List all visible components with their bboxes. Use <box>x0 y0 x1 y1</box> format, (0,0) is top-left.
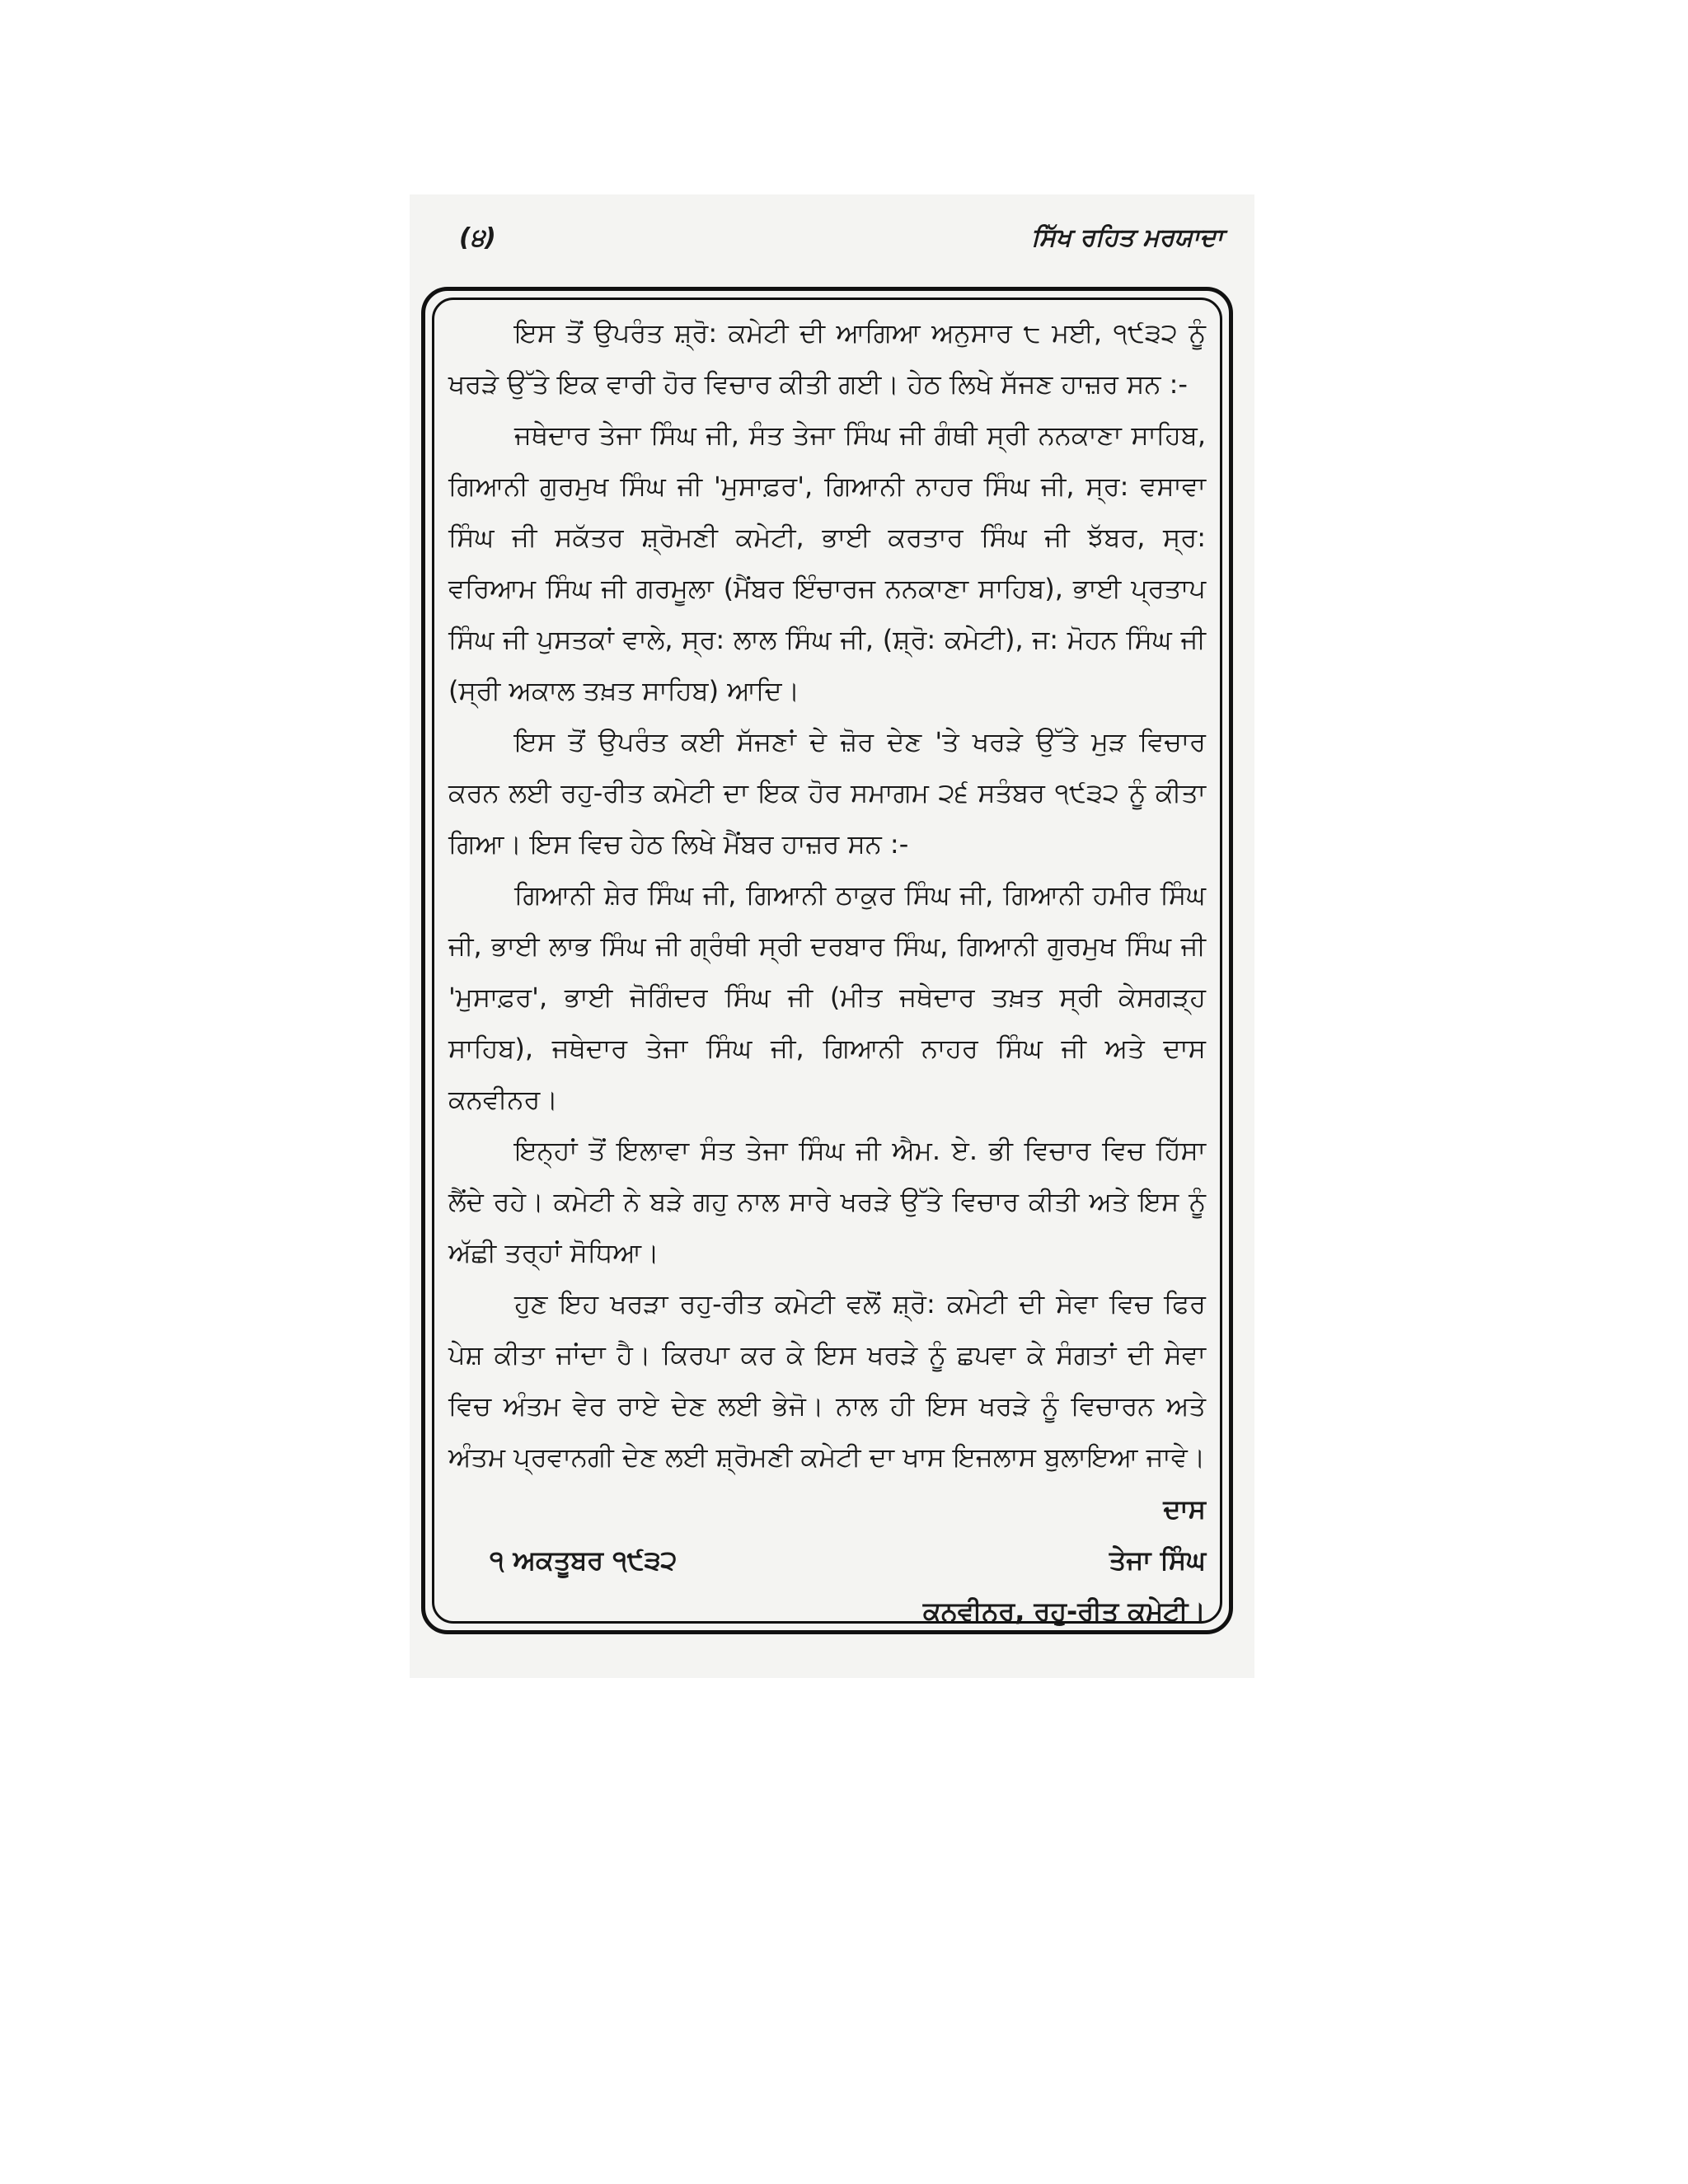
paragraph-meeting-september: ਇਸ ਤੋਂ ਉਪਰੰਤ ਕਈ ਸੱਜਣਾਂ ਦੇ ਜ਼ੋਰ ਦੇਣ 'ਤੇ ਖਰੜੇ ਉੱਤੇ ਮੁੜ ਵਿਚਾਰ ਕਰਨ ਲਈ ਰਹੁ-ਰੀਤ ਕਮੇਟੀ ਦਾ ਇਕ ਹੋਰ ਸਮਾਗਮ ੨੬ ਸਤੰਬਰ ੧੯੩੨ ਨੂੰ ਕੀਤਾ ਗਿਆ। ਇਸ ਵਿਚ ਹੇਠ ਲਿਖੇ ਮੈਂਬਰ ਹਾਜ਼ਰ ਸਨ :- <box>448 726 1206 860</box>
scanned-page <box>410 194 1254 1678</box>
salutation: ਦਾਸ <box>1163 1493 1206 1525</box>
page-number: (੪) <box>459 223 496 252</box>
signatory-designation: ਕਨਵੀਨਰ, ਰਹੁ-ਰੀਤ ਕਮੇਟੀ। <box>922 1596 1206 1627</box>
bordered-text-frame <box>421 287 1233 1634</box>
letter-date: ੧ ਅਕਤੂਬਰ ੧੯੩੨ <box>490 1544 678 1576</box>
paragraph-additional-participants: ਇਨ੍ਹਾਂ ਤੋਂ ਇਲਾਵਾ ਸੰਤ ਤੇਜਾ ਸਿੰਘ ਜੀ ਐਮ. ਏ. ਭੀ ਵਿਚਾਰ ਵਿਚ ਹਿੱਸਾ ਲੈਂਦੇ ਰਹੇ। ਕਮੇਟੀ ਨੇ ਬੜੇ ਗਹੁ ਨਾਲ ਸਾਰੇ ਖਰੜੇ ਉੱਤੇ ਵਿਚਾਰ ਕੀਤੀ ਅਤੇ ਇਸ ਨੂੰ ਅੱਛੀ ਤਰ੍ਹਾਂ ਸੋਧਿਆ। <box>448 1135 1206 1268</box>
signoff-block <box>448 1483 1206 1637</box>
body-text <box>448 307 1206 1483</box>
paragraph-attendees-may: ਜਥੇਦਾਰ ਤੇਜਾ ਸਿੰਘ ਜੀ, ਸੰਤ ਤੇਜਾ ਸਿੰਘ ਜੀ ਗੰਥੀ ਸ੍ਰੀ ਨਨਕਾਣਾ ਸਾਹਿਬ, ਗਿਆਨੀ ਗੁਰਮੁਖ ਸਿੰਘ ਜੀ 'ਮੁਸਾਫ਼ਰ', ਗਿਆਨੀ ਨਾਹਰ ਸਿੰਘ ਜੀ, ਸ੍ਰ: ਵਸਾਵਾ ਸਿੰਘ ਜੀ ਸਕੱਤਰ ਸ਼੍ਰੋਮਣੀ ਕਮੇਟੀ, ਭਾਈ ਕਰਤਾਰ ਸਿੰਘ ਜੀ ਝੱਬਰ, ਸ੍ਰ: ਵਰਿਆਮ ਸਿੰਘ ਜੀ ਗਰਮੂਲਾ (ਮੈਂਬਰ ਇੰਚਾਰਜ ਨਨਕਾਣਾ ਸਾਹਿਬ), ਭਾਈ ਪ੍ਰਤਾਪ ਸਿੰਘ ਜੀ ਪੁਸਤਕਾਂ ਵਾਲੇ, ਸ੍ਰ: ਲਾਲ ਸਿੰਘ ਜੀ, (ਸ਼੍ਰੋ: ਕਮੇਟੀ), ਜ: ਮੋਹਨ ਸਿੰਘ ਜੀ (ਸ੍ਰੀ ਅਕਾਲ ਤਖ਼ਤ ਸਾਹਿਬ) ਆਦਿ। <box>448 419 1206 706</box>
running-title: ਸਿੱਖ ਰਹਿਤ ਮਰਯਾਦਾ <box>1031 223 1223 252</box>
paragraph-submission: ਹੁਣ ਇਹ ਖਰੜਾ ਰਹੁ-ਰੀਤ ਕਮੇਟੀ ਵਲੋਂ ਸ਼੍ਰੋ: ਕਮੇਟੀ ਦੀ ਸੇਵਾ ਵਿਚ ਫਿਰ ਪੇਸ਼ ਕੀਤਾ ਜਾਂਦਾ ਹੈ। ਕਿਰਪਾ ਕਰ ਕੇ ਇਸ ਖਰੜੇ ਨੂੰ ਛਪਵਾ ਕੇ ਸੰਗਤਾਂ ਦੀ ਸੇਵਾ ਵਿਚ ਅੰਤਮ ਵੇਰ ਰਾਏ ਦੇਣ ਲਈ ਭੇਜੋ। ਨਾਲ ਹੀ ਇਸ ਖਰੜੇ ਨੂੰ ਵਿਚਾਰਨ ਅਤੇ ਅੰਤਮ ਪ੍ਰਵਾਨਗੀ ਦੇਣ ਲਈ ਸ਼੍ਰੋਮਣੀ ਕਮੇਟੀ ਦਾ ਖਾਸ ਇਜਲਾਸ ਬੁਲਾਇਆ ਜਾਵੇ। <box>448 1288 1206 1473</box>
paragraph-meeting-may: ਇਸ ਤੋਂ ਉਪਰੰਤ ਸ਼੍ਰੋ: ਕਮੇਟੀ ਦੀ ਆਗਿਆ ਅਨੁਸਾਰ ੮ ਮਈ, ੧੯੩੨ ਨੂੰ ਖਰੜੇ ਉੱਤੇ ਇਕ ਵਾਰੀ ਹੋਰ ਵਿਚਾਰ ਕੀਤੀ ਗਈ। ਹੇਠ ਲਿਖੇ ਸੱਜਣ ਹਾਜ਼ਰ ਸਨ :- <box>448 317 1206 400</box>
paragraph-attendees-september: ਗਿਆਨੀ ਸ਼ੇਰ ਸਿੰਘ ਜੀ, ਗਿਆਨੀ ਠਾਕੁਰ ਸਿੰਘ ਜੀ, ਗਿਆਨੀ ਹਮੀਰ ਸਿੰਘ ਜੀ, ਭਾਈ ਲਾਭ ਸਿੰਘ ਜੀ ਗ੍ਰੰਥੀ ਸ੍ਰੀ ਦਰਬਾਰ ਸਿੰਘ, ਗਿਆਨੀ ਗੁਰਮੁਖ ਸਿੰਘ ਜੀ 'ਮੁਸਾਫ਼ਰ', ਭਾਈ ਜੋਗਿੰਦਰ ਸਿੰਘ ਜੀ (ਮੀਤ ਜਥੇਦਾਰ ਤਖ਼ਤ ਸ੍ਰੀ ਕੇਸਗੜ੍ਹ ਸਾਹਿਬ), ਜਥੇਦਾਰ ਤੇਜਾ ਸਿੰਘ ਜੀ, ਗਿਆਨੀ ਨਾਹਰ ਸਿੰਘ ਜੀ ਅਤੇ ਦਾਸ ਕਨਵੀਨਰ। <box>448 879 1206 1115</box>
page-header <box>459 223 1223 265</box>
signatory-name: ਤੇਜਾ ਸਿੰਘ <box>1109 1544 1206 1576</box>
